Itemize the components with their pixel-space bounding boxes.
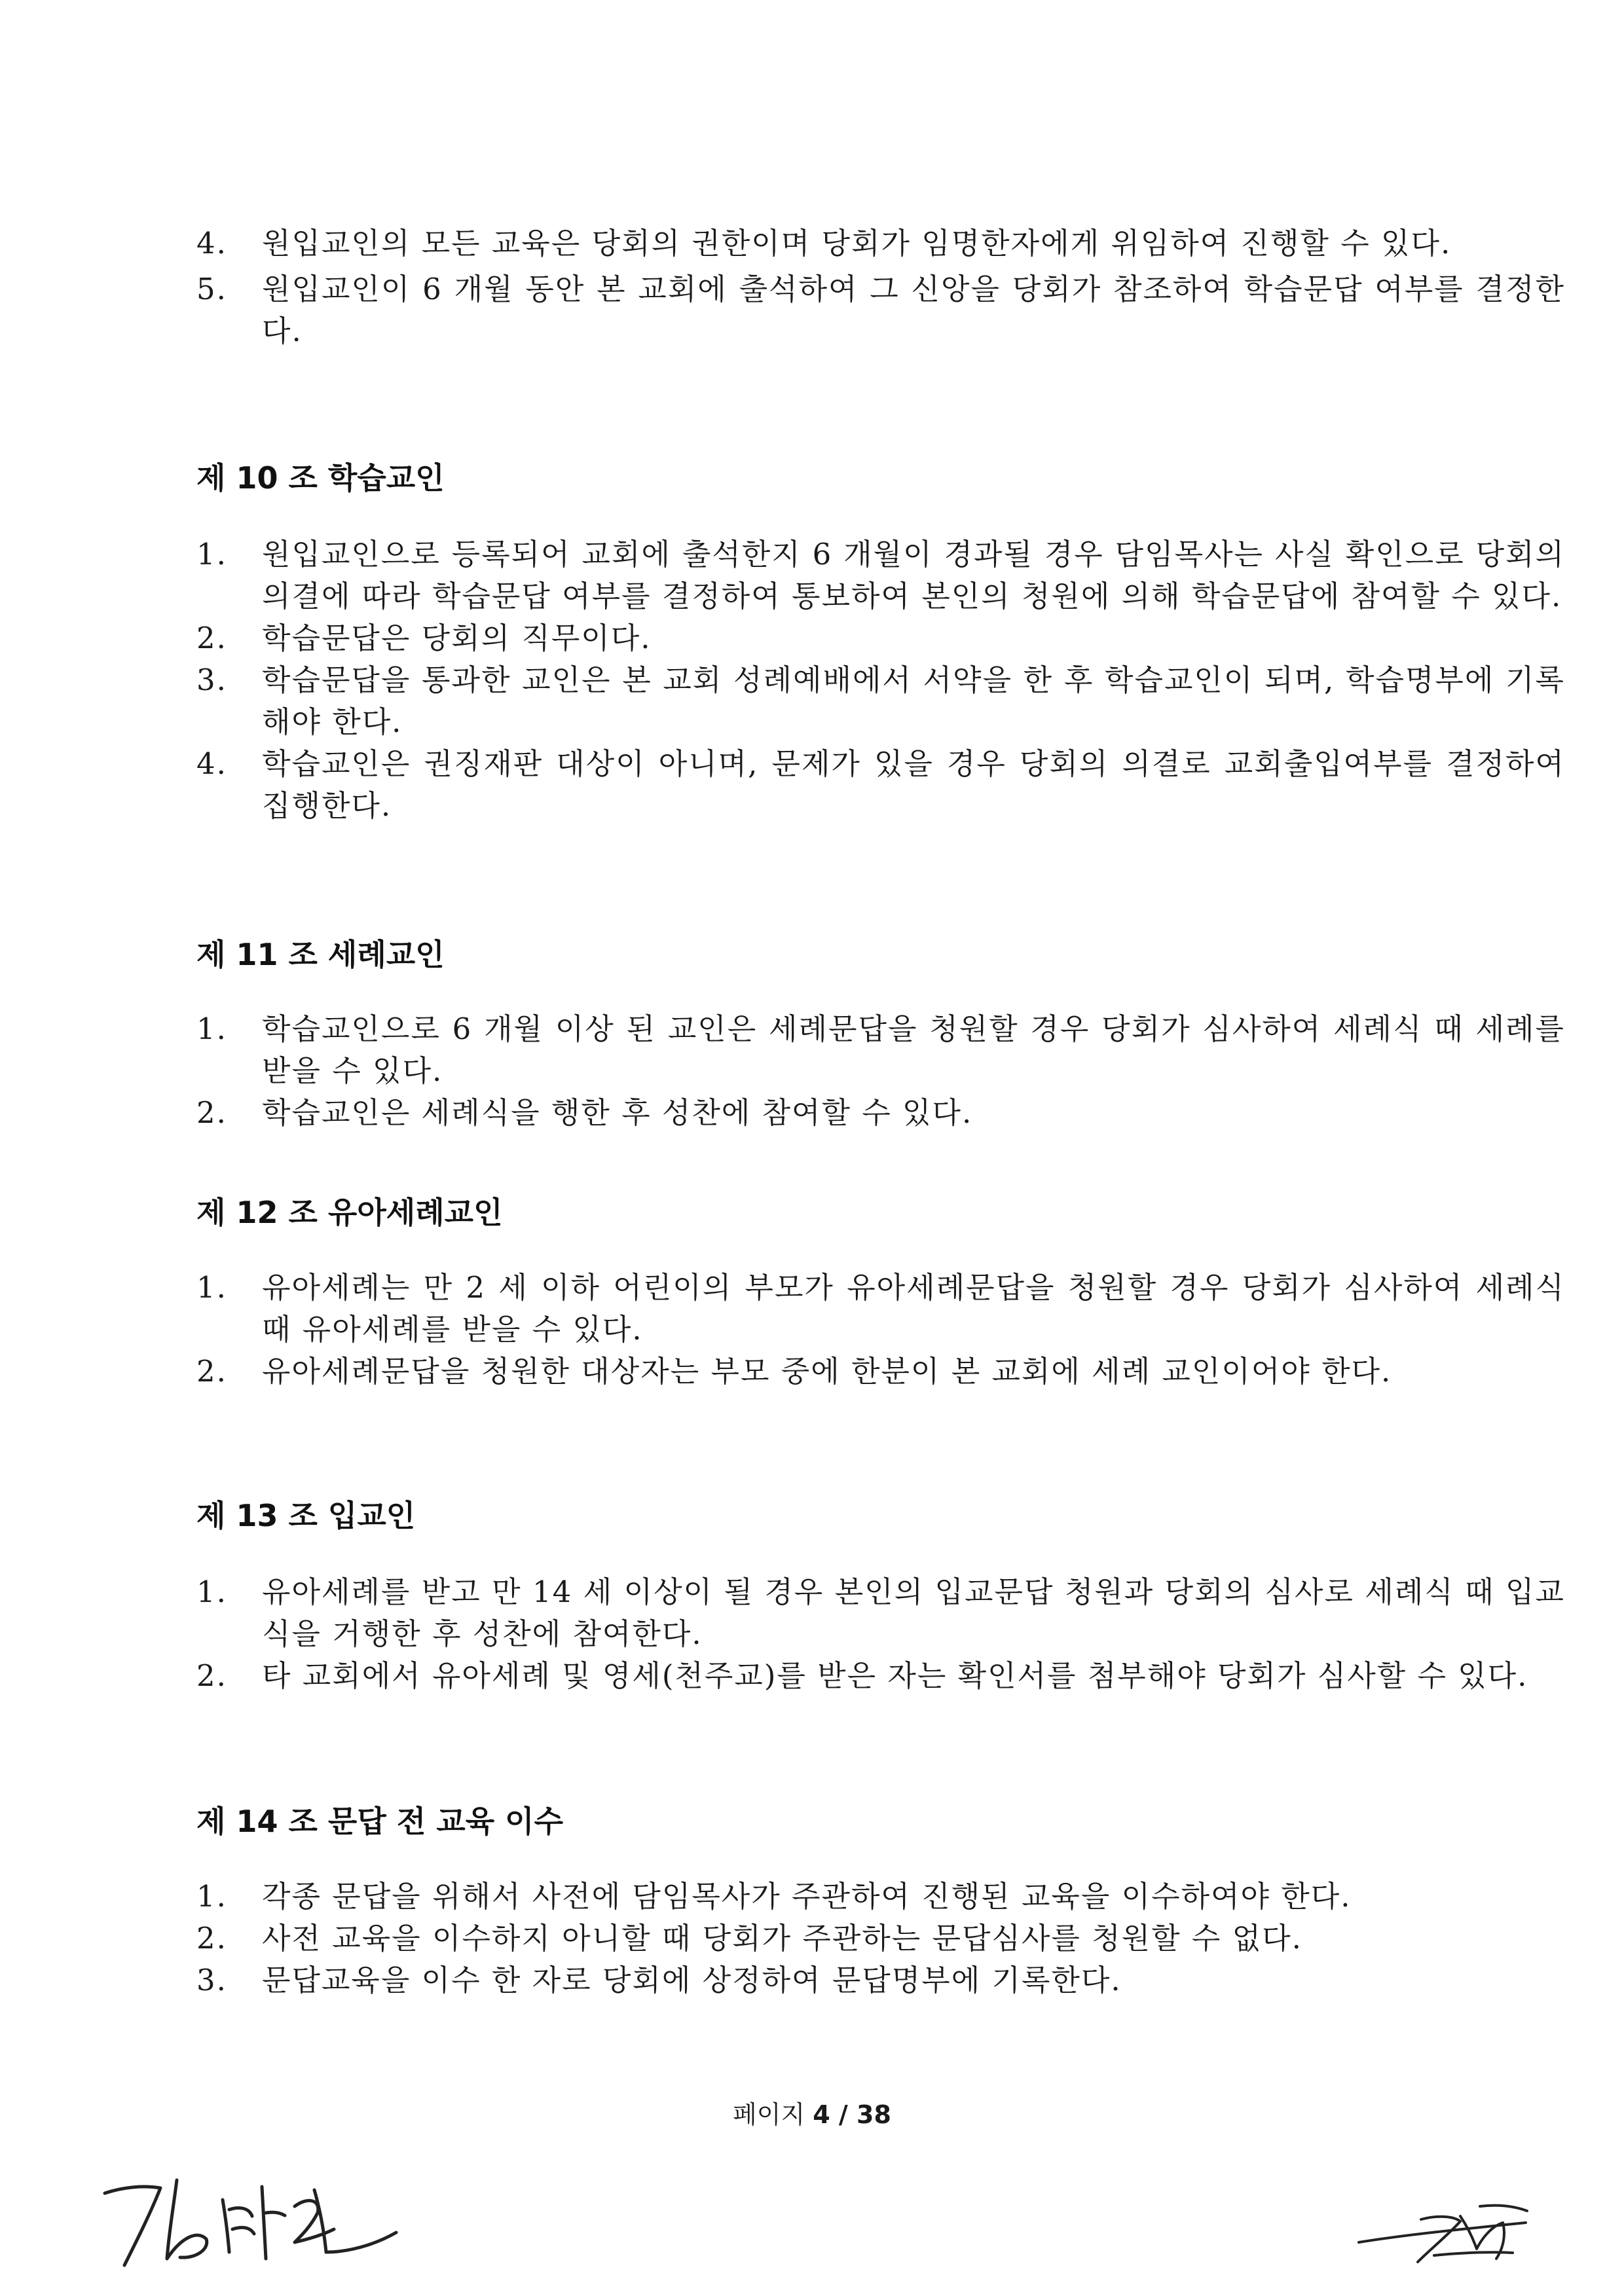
section-heading: 제 12 조 유아세례교인 — [196, 1195, 503, 1230]
list-item — [196, 659, 1565, 743]
item-text: 사전 교육을 이수하지 아니할 때 당회가 주관하는 문답심사를 청원할 수 없다. — [262, 1921, 1302, 1956]
list-item — [196, 1876, 1565, 1918]
section-list — [196, 1267, 1565, 1393]
item-number: 2. — [196, 1095, 227, 1130]
signature-right — [1356, 2196, 1565, 2275]
item-number: 4. — [196, 746, 227, 781]
list-item — [196, 617, 1565, 659]
item-text: 원입교인의 모든 교육은 당회의 권한이며 당회가 임명한자에게 위임하여 진행할 수 있다. — [262, 226, 1452, 261]
item-text: 학습문답은 당회의 직무이다. — [262, 621, 652, 655]
item-number: 4. — [196, 226, 227, 261]
item-text: 학습교인으로 6 개월 이상 된 교인은 세례문답을 청원할 경우 당회가 심사하여 세례식 때 세례를 받을 수 있다. — [262, 1011, 1565, 1088]
section-heading: 제 11 조 세례교인 — [196, 937, 445, 972]
item-text: 학습문답을 통과한 교인은 본 교회 성례예배에서 서약을 한 후 학습교인이 되며, 학습명부에 기록해야 한다. — [262, 663, 1565, 739]
list-item — [196, 534, 1565, 617]
item-text: 타 교회에서 유아세례 및 영세(천주교)를 받은 자는 확인서를 첨부해야 당회가 심사할 수 있다. — [262, 1658, 1528, 1693]
page-label: 페이지 — [733, 2100, 805, 2129]
page-number: 4 / 38 — [813, 2100, 891, 2129]
section-list — [196, 1571, 1565, 1697]
section-heading: 제 10 조 학습교인 — [196, 460, 445, 496]
section-list — [196, 534, 1565, 827]
item-text: 원입교인으로 등록되어 교회에 출석한지 6 개월이 경과될 경우 담임목사는 사실 확인으로 당회의 의결에 따라 학습문답 여부를 결정하여 통보하여 본인의 청원에 의해 학습문답에 참여할 수 있다. — [262, 537, 1565, 613]
item-text: 유아세례는 만 2 세 이하 어린이의 부모가 유아세례문답을 청원할 경우 당회가 심사하여 세례식 때 유아세례를 받을 수 있다. — [262, 1270, 1565, 1347]
item-number: 5. — [196, 272, 227, 306]
item-number: 2. — [196, 1921, 227, 1956]
list-item — [196, 1351, 1565, 1393]
list-item — [196, 1092, 1565, 1134]
item-number: 2. — [196, 1354, 227, 1389]
item-text: 유아세례문답을 청원한 대상자는 부모 중에 한분이 본 교회에 세례 교인이어야 한다. — [262, 1354, 1392, 1389]
list-item — [196, 1959, 1565, 2001]
page-footer — [0, 2098, 1624, 2131]
list-item — [196, 223, 1565, 264]
item-number: 1. — [196, 537, 227, 572]
intro-list — [196, 223, 1565, 352]
list-item — [196, 1267, 1565, 1351]
list-item — [196, 1655, 1565, 1697]
item-number: 1. — [196, 1270, 227, 1305]
section-heading: 제 14 조 문답 전 교육 이수 — [196, 1804, 564, 1839]
list-item — [196, 743, 1565, 827]
item-text: 각종 문답을 위해서 사전에 담임목사가 주관하여 진행된 교육을 이수하여야 한다. — [262, 1879, 1352, 1914]
item-number: 3. — [196, 1963, 227, 1997]
item-number: 2. — [196, 621, 227, 655]
list-item — [196, 1918, 1565, 1959]
item-number: 2. — [196, 1658, 227, 1693]
item-number: 1. — [196, 1879, 227, 1914]
section-list — [196, 1876, 1565, 2001]
list-item — [196, 1571, 1565, 1655]
item-text: 원입교인이 6 개월 동안 본 교회에 출석하여 그 신앙을 당회가 참조하여 학습문답 여부를 결정한다. — [262, 272, 1565, 348]
item-text: 문답교육을 이수 한 자로 당회에 상정하여 문답명부에 기록한다. — [262, 1963, 1122, 1997]
item-text: 학습교인은 세례식을 행한 후 성찬에 참여할 수 있다. — [262, 1095, 973, 1130]
section-heading: 제 13 조 입교인 — [196, 1498, 416, 1533]
item-number: 1. — [196, 1575, 227, 1609]
item-text: 유아세례를 받고 만 14 세 이상이 될 경우 본인의 입교문답 청원과 당회의 심사로 세례식 때 입교식을 거행한 후 성찬에 참여한다. — [262, 1575, 1565, 1651]
item-number: 1. — [196, 1011, 227, 1046]
section-list — [196, 1008, 1565, 1134]
item-text: 학습교인은 권징재판 대상이 아니며, 문제가 있을 경우 당회의 의결로 교회출입여부를 결정하여 집행한다. — [262, 746, 1565, 823]
list-item — [196, 1008, 1565, 1092]
item-number: 3. — [196, 663, 227, 697]
signature-left — [98, 2160, 399, 2272]
list-item — [196, 268, 1565, 352]
